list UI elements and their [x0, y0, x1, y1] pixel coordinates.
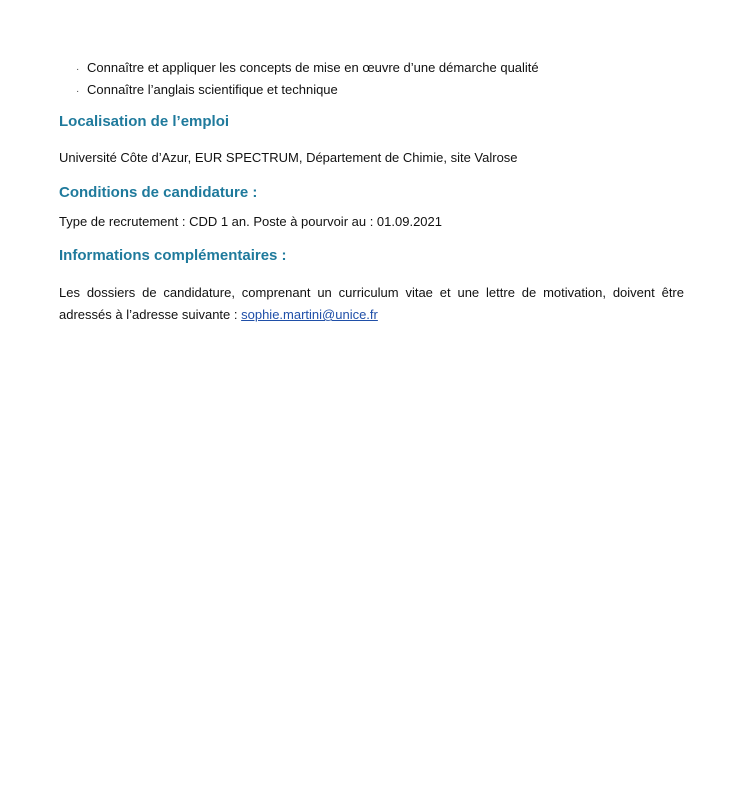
skill-text: Connaître l’anglais scientifique et technique — [87, 82, 338, 97]
skill-text: Connaître et appliquer les concepts de mise en œuvre d’une démarche qualité — [87, 60, 539, 75]
email-link[interactable]: sophie.martini@unice.fr — [241, 307, 378, 322]
list-item — [76, 58, 539, 80]
bullet-icon: · — [76, 64, 80, 75]
bullet-icon: · — [76, 86, 80, 97]
info-text — [59, 282, 684, 326]
info-heading: Informations complémentaires : — [59, 247, 287, 264]
conditions-text: Type de recrutement : CDD 1 an. Poste à pourvoir au : 01.09.2021 — [59, 214, 442, 229]
list-item — [76, 80, 539, 102]
conditions-heading: Conditions de candidature : — [59, 184, 258, 201]
info-body: Les dossiers de candidature, comprenant un curriculum vitae et une lettre de motivation, doivent être adressés à l’adresse suivante : — [59, 285, 684, 322]
skills-list — [76, 58, 539, 102]
location-text: Université Côte d’Azur, EUR SPECTRUM, Département de Chimie, site Valrose — [59, 150, 518, 165]
location-heading: Localisation de l’emploi — [59, 113, 230, 130]
